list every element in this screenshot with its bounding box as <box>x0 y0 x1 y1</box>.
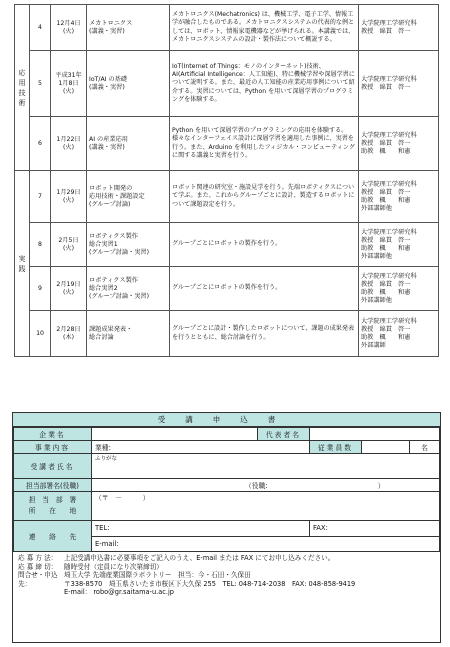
schedule-row <box>15 51 439 117</box>
title-text: ロボティクス製作 総合実習1 <box>89 232 138 248</box>
title-text: ロボット開発の 応用技術・課題設定 <box>89 184 145 200</box>
session-date <box>51 51 87 117</box>
session-number: 9 <box>30 267 51 311</box>
date-text: 平成31年 1月8日 <box>55 71 82 87</box>
contact-line1: 埼玉大学 先端産業国際ラボラトリー 担当：今・石田・久保田 <box>64 571 251 580</box>
company-label: 企業名 <box>14 428 92 441</box>
date-text: 1月29日 <box>56 188 81 196</box>
type-text: (グループ討論) <box>89 200 131 208</box>
session-instructors <box>359 117 439 171</box>
session-instructors <box>359 171 439 223</box>
instructor-line: 教授 綿貫 啓一 <box>361 188 411 196</box>
deadline-key: 応 募 締 切： <box>18 562 58 571</box>
section-practice-label: 実践 <box>18 254 26 273</box>
session-title <box>87 311 170 357</box>
deadline-value: 随時受付（定員になり次第締切） <box>64 562 163 571</box>
industry-field[interactable] <box>92 441 310 454</box>
schedule-row <box>15 171 439 223</box>
instructor-line: 教授 綿貫 啓一 <box>361 27 411 35</box>
form-title: 受講申込書 <box>13 413 440 427</box>
session-title <box>87 171 170 223</box>
session-content: グループごとに設計・製作したロボットについて、課題の成果発表を行うとともに、総合討論を行う。 <box>170 311 359 357</box>
tel-label: TEL: <box>95 524 110 533</box>
instructor-line: 大学院理工学研究科 <box>361 180 417 188</box>
email-label: E-mail: <box>95 539 119 548</box>
contact-row <box>14 521 440 537</box>
instructor-line: 助教 楓 和憲 <box>361 288 411 296</box>
instructor-line: 外部講師他 <box>361 296 392 304</box>
title-text: 課題成果発表・ 総合討論 <box>89 325 133 341</box>
schedule-row <box>15 117 439 171</box>
type-text: (講義・実習) <box>89 83 125 91</box>
session-content: Python を用いて深層学習のプログラミングの応用を体験する。様々なインターフェイス設計に深層学習を適用した事例に、実習を行う。また、Arduino を利用したフィジカル・コンピューティングに関する講義と実習を行う。 <box>170 117 359 171</box>
day-text: (火) <box>62 288 74 296</box>
session-number: 8 <box>30 223 51 267</box>
furigana-label: ふりがな <box>95 456 118 462</box>
session-title <box>87 51 170 117</box>
fax-label: FAX: <box>312 524 328 533</box>
section-applied <box>15 5 30 171</box>
instructor-line: 教授 綿貫 啓一 <box>361 325 411 333</box>
schedule-table <box>14 4 439 357</box>
date-text: 12月4日 <box>56 19 81 27</box>
session-instructors <box>359 51 439 117</box>
fax-field[interactable] <box>309 521 439 537</box>
dept-field[interactable] <box>92 479 440 492</box>
schedule-row <box>15 311 439 357</box>
address-label <box>14 492 92 521</box>
session-number: 6 <box>30 117 51 171</box>
form-footer <box>13 552 440 599</box>
session-number: 7 <box>30 171 51 223</box>
application-form <box>12 412 441 643</box>
type-text: (講義・実習) <box>89 143 125 151</box>
role-close: ） <box>377 482 385 490</box>
industry-prefix: 業種: <box>95 444 111 452</box>
session-title <box>87 223 170 267</box>
instructor-line: 大学院理工学研究科 <box>361 272 417 280</box>
instructor-line: 外部講師 <box>361 341 386 349</box>
instructor-line: 大学院理工学研究科 <box>361 19 417 27</box>
form-table <box>13 427 440 552</box>
session-number: 5 <box>30 51 51 117</box>
attendee-label: 受講者氏名 <box>14 454 92 479</box>
postal-code: （〒 － ） <box>95 494 150 502</box>
address-label-line1: 担 当 部 署 <box>28 496 77 504</box>
dept-row <box>14 479 440 492</box>
instructor-line: 助教 楓 和憲 <box>361 333 411 341</box>
section-applied-label: 応用技術 <box>18 68 26 107</box>
date-text: 1月22日 <box>56 135 81 143</box>
schedule-row <box>15 5 439 51</box>
date-text: 2月19日 <box>56 280 81 288</box>
session-instructors <box>359 267 439 311</box>
employees-label: 従業員数 <box>309 441 361 454</box>
method-row <box>18 554 435 563</box>
day-text: (火) <box>62 27 74 35</box>
date-text: 2月28日 <box>56 325 81 333</box>
session-title <box>87 5 170 51</box>
instructor-line: 教授 綿貫 啓一 <box>361 236 411 244</box>
day-text: (火) <box>62 196 74 204</box>
date-text: 2月5日 <box>58 236 79 244</box>
contact-label: 連 絡 先 <box>14 521 92 552</box>
method-key: 応 募 方 法： <box>18 554 58 562</box>
address-row <box>14 492 440 521</box>
day-text: (火) <box>62 143 74 151</box>
dept-label: 担当部署名(役職) <box>14 479 92 492</box>
instructor-line: 助教 楓 和憲 <box>361 196 411 204</box>
session-date <box>51 117 87 171</box>
session-content: メカトロニクス(Mechatronics) は、機械工学、電子工学、情報工学が融合したものである。メカトロニクスシステムの代表的な例としては、ロボット、情報家電機器などが挙げられる。本講義では、メカトロニクスシステムの設計・製作法について概説する。 <box>170 5 359 51</box>
section-practice <box>15 171 30 357</box>
instructor-line: 教授 綿貫 啓一 <box>361 280 411 288</box>
contact-email[interactable]: E-mail： robo@gr.saitama-u.ac.jp <box>64 588 174 597</box>
session-title <box>87 117 170 171</box>
contact-key: 問合せ・申込先： <box>18 571 58 588</box>
type-text: (グループ討論・実習) <box>89 248 150 256</box>
session-content: IoT(Internet of Things：モノのインターネット)技術、AI(Artificial Intelligence：人工知能)、特に機械学習や深層学習について説明する。また、最近の人工知能の産業応用事例について紹介する。実習については、Python を用いて深層学習のプログラミングを体験する。 <box>170 51 359 117</box>
session-instructors <box>359 5 439 51</box>
session-date <box>51 171 87 223</box>
role-text: （役職: <box>245 482 268 490</box>
attendee-row <box>14 454 440 479</box>
session-date <box>51 5 87 51</box>
tel-field[interactable] <box>92 521 310 537</box>
day-text: (木) <box>62 333 74 341</box>
rep-field[interactable] <box>309 428 439 441</box>
instructor-line: 助教 楓 和憲 <box>361 244 411 252</box>
instructor-line: 大学院理工学研究科 <box>361 75 417 83</box>
title-text: メカトロニクス <box>89 19 133 27</box>
session-date <box>51 311 87 357</box>
contact-info-row <box>18 571 435 597</box>
deadline-row <box>18 563 435 572</box>
instructor-line: 大学院理工学研究科 <box>361 228 417 236</box>
title-text: ロボティクス製作 総合実習2 <box>89 276 138 292</box>
industry-row <box>14 441 440 454</box>
instructor-line: 外部講師他 <box>361 252 392 260</box>
employees-unit: 名 <box>409 441 439 454</box>
session-number: 10 <box>30 311 51 357</box>
day-text: (火) <box>62 244 74 252</box>
session-content: ロボット関連の研究室・施設見学を行う。先端ロボティクスについて学ぶ。また、これからグループごとに設計、製造するロボットについて課題設定を行う。 <box>170 171 359 223</box>
instructor-line: 大学院理工学研究科 <box>361 317 417 325</box>
title-text: AI の産業応用 <box>89 135 128 143</box>
instructor-line: 教授 綿貫 啓一 <box>361 83 411 91</box>
schedule-row <box>15 223 439 267</box>
session-date <box>51 267 87 311</box>
session-content: グループごとにロボットの製作を行う。 <box>170 223 359 267</box>
email-field[interactable] <box>92 536 440 552</box>
rep-label: 代表者名 <box>257 428 309 441</box>
type-text: (講義・実習) <box>89 27 125 35</box>
session-date <box>51 223 87 267</box>
type-text: (グループ討論・実習) <box>89 292 150 300</box>
session-number: 4 <box>30 5 51 51</box>
company-field[interactable] <box>92 428 258 441</box>
schedule-row <box>15 267 439 311</box>
title-text: IoT/AI の基礎 <box>89 75 128 83</box>
day-text: (火) <box>62 87 74 95</box>
session-content: グループごとにロボットの製作を行う。 <box>170 267 359 311</box>
company-row <box>14 428 440 441</box>
session-title <box>87 267 170 311</box>
contact-line2: 〒338-8570 埼玉県さいたま市桜区下大久保 255 TEL: 048-714-2038 FAX: 048-858-9419 <box>64 579 356 588</box>
employees-field[interactable] <box>361 441 409 454</box>
address-field[interactable] <box>92 492 440 521</box>
method-value: 上記受講申込書に必要事項をご記入のうえ、E-mail または FAX にてお申し込みください。 <box>64 554 335 562</box>
instructor-line: 教授 綿貫 啓一 <box>361 139 411 147</box>
attendee-field[interactable] <box>92 454 440 479</box>
instructor-line: 外部講師他 <box>361 204 392 212</box>
session-instructors <box>359 223 439 267</box>
industry-label: 事業内容 <box>14 441 92 454</box>
instructor-line: 助教 楓 和憲 <box>361 147 411 155</box>
session-instructors <box>359 311 439 357</box>
instructor-line: 大学院理工学研究科 <box>361 131 417 139</box>
address-label-line2: 所 在 地 <box>28 507 77 515</box>
